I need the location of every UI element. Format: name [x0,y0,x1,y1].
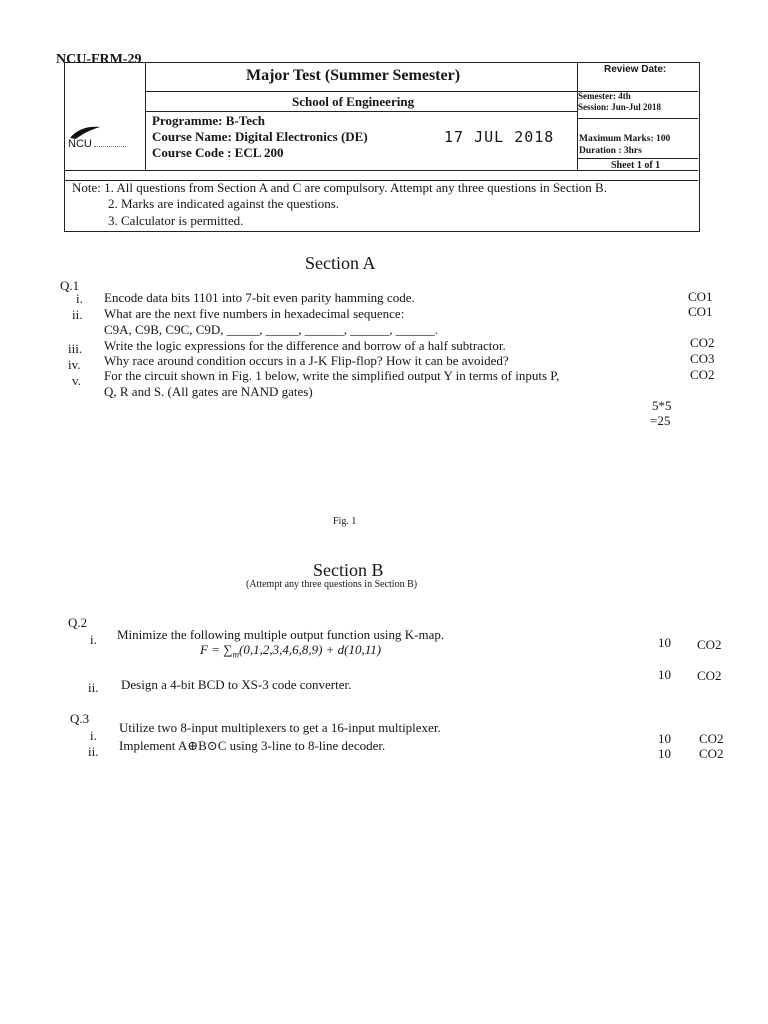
question-label: Q.2 [68,615,88,630]
formula-subscript: m [232,649,239,660]
item-number: ii. [88,680,99,695]
course-name: Course Name: Digital Electronics (DE) [152,129,368,144]
item-number: i. [90,632,97,647]
header-divider [577,62,578,170]
programme: Programme: B-Tech [152,113,266,128]
section-b-title: Section B [313,560,384,580]
header-divider [64,170,698,171]
course-outcome: CO3 [690,351,715,366]
logo-text: NCU [68,138,92,150]
item-number: v. [72,373,81,388]
question-text: Design a 4-bit BCD to XS-3 code converter. [121,677,352,692]
header-divider [577,158,698,159]
semester: Semester: 4th [578,91,631,101]
course-outcome: CO2 [690,335,715,350]
question-text: Utilize two 8-input multiplexers to get a 16-input multiplexer. [119,720,441,735]
question-text: Minimize the following multiple output function using K-map. [117,627,445,642]
item-number: ii. [72,307,83,322]
form-code: NCU-FRM-29 [56,52,142,67]
logo-subtext [94,146,126,148]
figure-caption: Fig. 1 [333,516,357,527]
course-outcome: CO2 [699,746,724,761]
item-number: iv. [68,357,81,372]
review-date: Review Date: [604,64,667,75]
duration: Duration : 3hrs [579,146,642,156]
note-line: Note: 1. All questions from Section A and C are compulsory. Attempt any three questions in Section B. [72,180,607,195]
date-stamp: 17 JUL 2018 [444,128,555,146]
header-divider [145,62,146,170]
session: Session: Jun-Jul 2018 [578,102,662,112]
max-marks: Maximum Marks: 100 [579,134,671,144]
school-name: School of Engineering [292,94,415,109]
marks: =25 [650,413,671,428]
section-b-subtitle: (Attempt any three questions in Section B) [246,579,418,590]
question-text: Implement A⊕B⊙C using 3-line to 8-line decoder. [119,738,386,753]
item-number: ii. [88,744,99,759]
course-outcome: CO2 [699,731,724,746]
question-label: Q.3 [70,711,90,726]
question-text: Q, R and S. (All gates are NAND gates) [104,384,313,399]
course-outcome: CO2 [690,367,715,382]
exam-title: Major Test (Summer Semester) [246,67,461,84]
question-label: Q.1 [60,278,80,293]
item-number: i. [76,291,83,306]
course-outcome: CO1 [688,289,713,304]
header-divider [145,111,577,112]
formula-prefix: F = ∑ [200,642,233,657]
marks: 10 [658,667,671,682]
marks: 10 [658,746,671,761]
sheet-number: Sheet 1 of 1 [611,160,661,171]
question-text: Why race around condition occurs in a J-K Flip-flop? How it can be avoided? [104,353,509,368]
question-text: C9A, C9B, C9C, C9D, _____, _____, ______, ______, ______. [104,322,439,337]
marks: 10 [658,635,671,650]
formula-rest: (0,1,2,3,4,6,8,9) + d(10,11) [238,642,382,657]
question-text: What are the next five numbers in hexadecimal sequence: [104,306,405,321]
item-number: iii. [68,341,83,356]
marks: 10 [658,731,671,746]
section-a-title: Section A [305,253,376,273]
question-text: Write the logic expressions for the difference and borrow of a half subtractor. [104,338,506,353]
header-divider [577,118,698,119]
course-outcome: CO1 [688,304,713,319]
boolean-formula [200,642,381,660]
note-line: 3. Calculator is permitted. [108,213,244,228]
question-text: Encode data bits 1101 into 7-bit even parity hamming code. [104,290,415,305]
course-outcome: CO2 [697,637,722,652]
course-code: Course Code : ECL 200 [152,145,284,160]
item-number: i. [90,728,97,743]
question-text: For the circuit shown in Fig. 1 below, write the simplified output Y in terms of inputs P, [104,368,560,383]
note-line: 2. Marks are indicated against the questions. [108,196,340,211]
course-outcome: CO2 [697,668,722,683]
marks: 5*5 [652,398,672,413]
